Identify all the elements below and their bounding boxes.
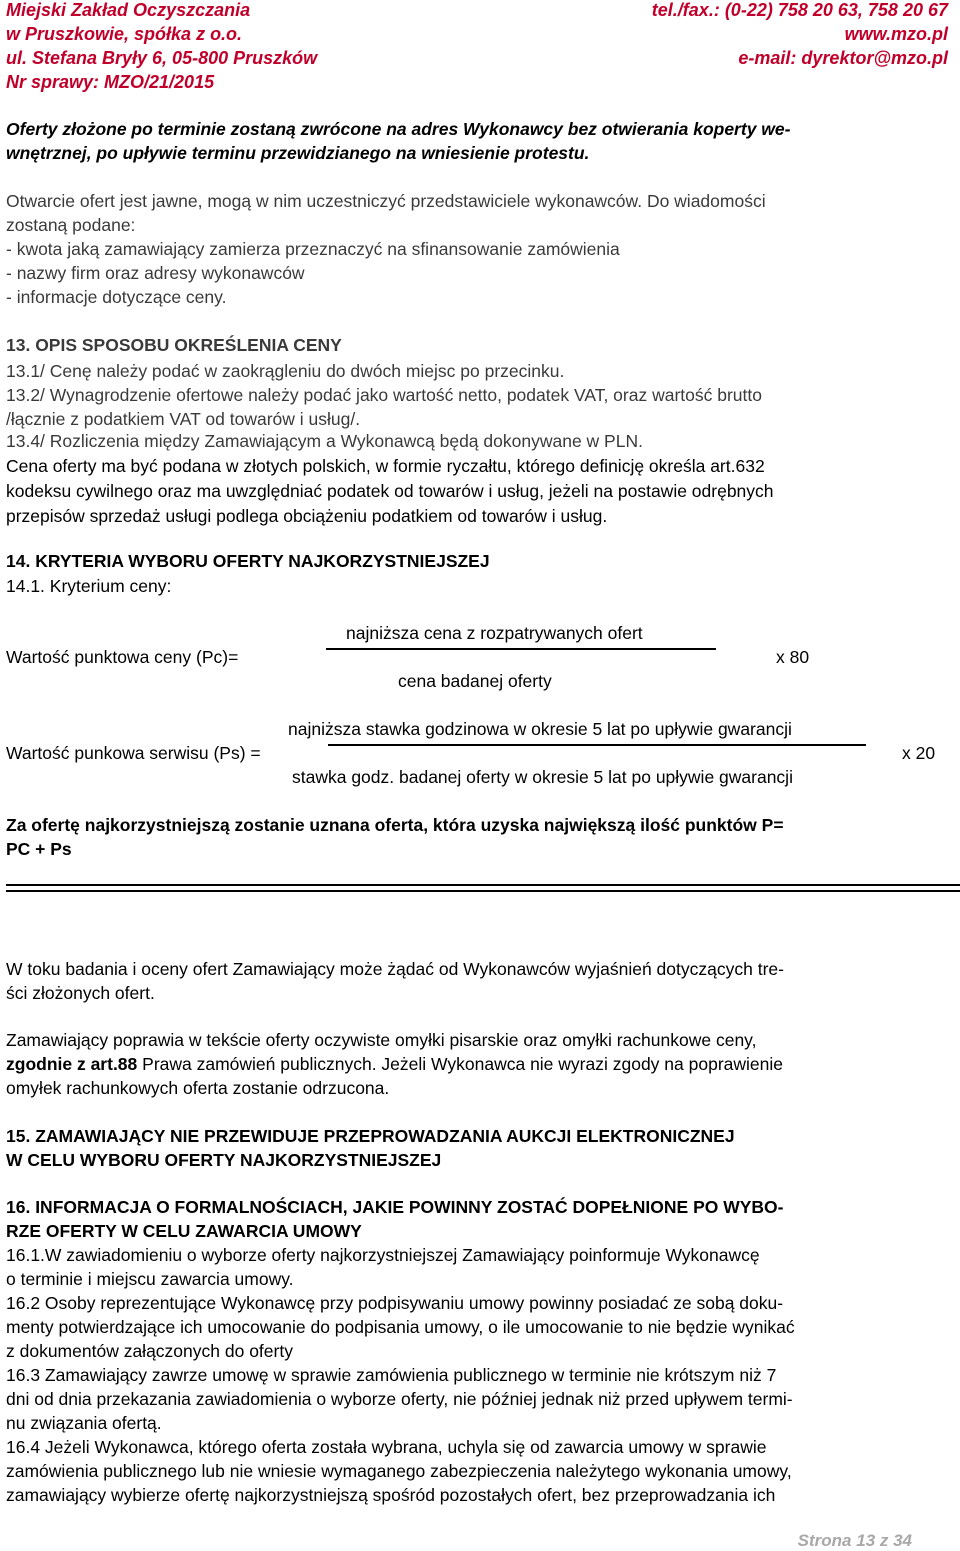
formula-1-numerator: najniższa cena z rozpatrywanych ofert [346,623,643,643]
section-16-1-line-2: o terminie i miejscu zawarcia umowy. [6,1269,294,1289]
email-link[interactable]: e-mail: dyrektor@mzo.pl [738,48,948,68]
formula-2-denominator: stawka godz. badanej oferty w okresie 5 lat po upływie gwarancji [292,767,793,787]
formula-1-multiplier: x 80 [776,647,810,667]
section-13-2-line-1: 13.2/ Wynagrodzenie ofertowe należy podać jako wartość netto, podatek VAT, oraz wartość brutto [6,385,762,405]
header-row-2 [6,24,948,46]
formula-2-label: Wartość punkowa serwisu (Ps) = [6,743,261,763]
late-offers-line-2: wnętrznej, po upływie terminu przewidzianego na wniesienie protestu. [6,143,590,163]
opening-line-2: zostaną podane: [6,215,136,235]
header-row-4 [6,72,948,94]
late-offers-line-1: Oferty złożone po terminie zostaną zwrócone na adres Wykonawcy bez otwierania koperty we- [6,119,791,139]
section-15-line-2: W CELU WYBORU OFERTY NAJKORZYSTNIEJSZEJ [6,1150,442,1170]
section-16-3-line-3: nu związania ofertą. [6,1413,162,1433]
section-16-4-line-1: 16.4 Jeżeli Wykonawca, którego oferta została wybrana, uchyla się od zawarcia umowy w sprawie [6,1437,767,1457]
formula-1-denominator: cena badanej oferty [398,671,552,691]
section-16-title-line-2: RZE OFERTY W CELU ZAWARCIA UMOWY [6,1221,362,1241]
section-16-1-line-1: 16.1.W zawiadomieniu o wyborze oferty najkorzystniejszej Zamawiający poinformuje Wykonawcę [6,1245,760,1265]
formula-2-fraction-bar [328,744,866,746]
section-13-2-line-2: /łącznie z podatkiem VAT od towarów i usług/. [6,409,361,429]
header-row-1 [6,0,948,22]
header-row-3 [6,48,948,70]
section-16-3-line-1: 16.3 Zamawiający zawrze umowę w sprawie zamówienia publicznego w terminie nie krótszym niż 7 [6,1365,777,1385]
section-14-1: 14.1. Kryterium ceny: [6,576,172,596]
company-address: ul. Stefana Bryły 6, 05-800 Pruszków [6,48,318,68]
website-link[interactable]: www.mzo.pl [844,24,948,44]
letterhead [6,0,948,98]
opening-line-1: Otwarcie ofert jest jawne, mogą w nim uczestniczyć przedstawiciele wykonawców. Do wiadomości [6,191,766,211]
section-13-4: 13.4/ Rozliczenia między Zamawiającym a Wykonawcą będą dokonywane w PLN. [6,431,643,451]
section-16-3-line-2: dni od dnia przekazania zawiadomienia o wyborze oferty, nie później jednak niż przed upływem termi- [6,1389,793,1409]
section-16-2-line-1: 16.2 Osoby reprezentujące Wykonawcę przy podpisywaniu umowy powinny posiadać ze sobą doku- [6,1293,784,1313]
winner-line-2: PC + Ps [6,839,72,859]
phone-fax: tel./fax.: (0-22) 758 20 63, 758 20 67 [651,0,948,20]
section-16-2-line-3: z dokumentów załączonych do oferty [6,1341,293,1361]
separator-rule-bottom [6,890,960,892]
formula-2-multiplier: x 20 [902,743,936,763]
opening-line-4: - nazwy firm oraz adresy wykonawców [6,263,305,283]
case-number: Nr sprawy: MZO/21/2015 [6,72,215,92]
formula-1-label: Wartość punktowa ceny (Pc)= [6,647,239,667]
section-13-title: 13. OPIS SPOSOBU OKREŚLENIA CENY [6,335,342,355]
section-13-1: 13.1/ Cenę należy podać w zaokrągleniu do dwóch miejsc po przecinku. [6,361,565,381]
correct-line-1: Zamawiający poprawia w tekście oferty oczywiste omyłki pisarskie oraz omyłki rachunkowe ceny, [6,1030,757,1050]
correct-line-3: omyłek rachunkowych oferta zostanie odrzucona. [6,1078,390,1098]
winner-line-1: Za ofertę najkorzystniejszą zostanie uznana oferta, która uzyska największą ilość punktów P= [6,815,784,835]
section-14-title: 14. KRYTERIA WYBORU OFERTY NAJKORZYSTNIEJSZEJ [6,551,490,571]
company-location: w Pruszkowie, spółka z o.o. [6,24,243,44]
section-16-title-line-1: 16. INFORMACJA O FORMALNOŚCIACH, JAKIE POWINNY ZOSTAĆ DOPEŁNIONE PO WYBO- [6,1197,784,1217]
explain-line-1: W toku badania i oceny ofert Zamawiający może żądać od Wykonawców wyjaśnień dotyczących tre- [6,959,784,979]
section-16-4-line-2: zamówienia publicznego lub nie wniesie wymaganego zabezpieczenia należytego wykonania umowy, [6,1461,792,1481]
price-line-1: Cena oferty ma być podana w złotych polskich, w formie ryczałtu, którego definicję określa art.632 [6,456,765,476]
price-line-3: przepisów sprzedaż usługi podlega obciążeniu podatkiem od towarów i usług. [6,506,608,526]
opening-line-3: - kwota jaką zamawiający zamierza przeznaczyć na sfinansowanie zamówienia [6,239,620,259]
price-line-2: kodeksu cywilnego oraz ma uwzględniać podatek od towarów i usług, jeżeli na postawie odrębnych [6,481,774,501]
opening-line-5: - informacje dotyczące ceny. [6,287,227,307]
correct-line-2 [6,1053,948,1077]
explain-line-2: ści złożonych ofert. [6,983,155,1003]
correct-line-2-rest: Prawa zamówień publicznych. Jeżeli Wykonawca nie wyrazi zgody na poprawienie [137,1054,783,1074]
section-16-4-line-3: zamawiający wybierze ofertę najkorzystniejszą spośród pozostałych ofert, bez przeprowadzania ich [6,1485,776,1505]
article-reference: zgodnie z art.88 [6,1054,138,1074]
company-name: Miejski Zakład Oczyszczania [6,0,251,20]
formula-2-numerator: najniższa stawka godzinowa w okresie 5 lat po upływie gwarancji [288,719,792,739]
section-15-line-1: 15. ZAMAWIAJĄCY NIE PRZEWIDUJE PRZEPROWADZANIA AUKCJI ELEKTRONICZNEJ [6,1126,735,1146]
formula-1-fraction-bar [326,648,716,650]
page-number: Strona 13 z 34 [797,1531,912,1550]
section-16-2-line-2: menty potwierdzające ich umocowanie do podpisania umowy, o ile umocowanie to nie będzie wynikać [6,1317,795,1337]
separator-rule-top [6,884,960,886]
